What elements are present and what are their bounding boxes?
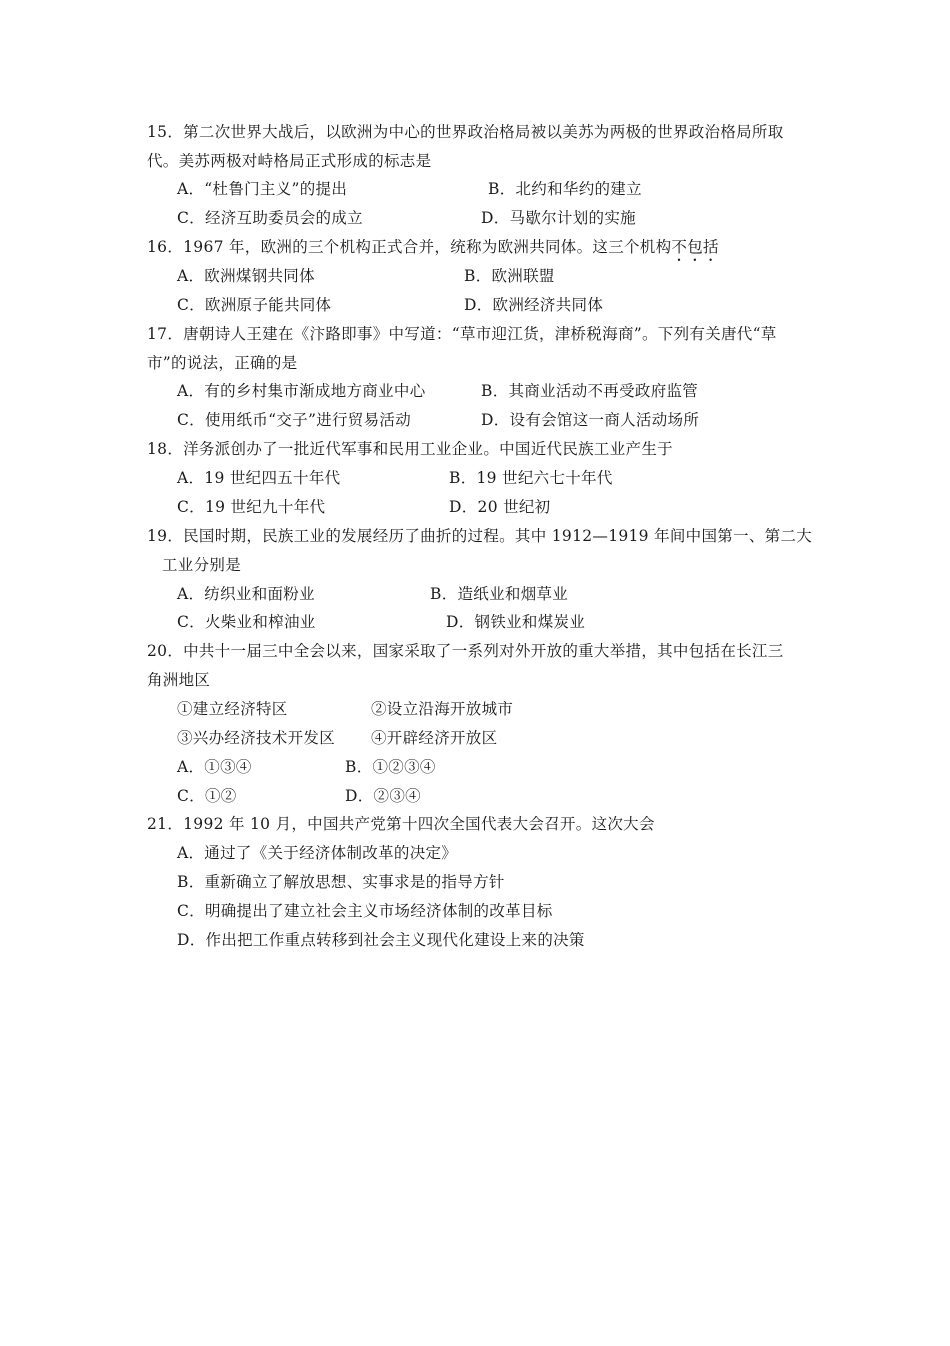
q20-option-c: C．①② xyxy=(177,787,237,805)
q20-stem-line1: 20．中共十一届三中全会以来，国家采取了一系列对外开放的重大举措，其中包括在长江三 xyxy=(147,642,784,660)
q17-option-a: A．有的乡村集市渐成地方商业中心 xyxy=(177,382,426,400)
q18-option-a: A．19 世纪四五十年代 xyxy=(177,469,341,487)
q17-stem-line2: 市”的说法，正确的是 xyxy=(147,354,298,372)
q15-stem-line2: 代。美苏两极对峙格局正式形成的标志是 xyxy=(147,152,432,170)
q17-option-b: B．其商业活动不再受政府监管 xyxy=(481,382,699,400)
q20-option-d: D．②③④ xyxy=(345,787,421,805)
q21-option-a: A．通过了《关于经济体制改革的决定》 xyxy=(177,844,458,862)
q19-option-b: B．造纸业和烟草业 xyxy=(430,585,569,603)
q19-option-c: C．火柴业和榨油业 xyxy=(177,613,316,631)
q20-option-a: A．①③④ xyxy=(177,758,252,776)
q18-option-c: C．19 世纪九十年代 xyxy=(177,498,326,516)
q16-stem-text: 16．1967 年，欧洲的三个机构正式合并，统称为欧洲共同体。这三个机构 xyxy=(147,238,672,256)
q16-stem xyxy=(147,237,719,265)
q21-option-d: D．作出把工作重点转移到社会主义现代化建设上来的决策 xyxy=(177,931,585,949)
q18-option-d: D．20 世纪初 xyxy=(449,498,551,516)
q16-option-b: B．欧洲联盟 xyxy=(464,267,555,285)
q21-option-b: B．重新确立了解放思想、实事求是的指导方针 xyxy=(177,873,505,891)
q19-option-a: A．纺织业和面粉业 xyxy=(177,585,315,603)
q20-item-1: ①建立经济特区 xyxy=(177,700,288,718)
q15-option-c: C．经济互助委员会的成立 xyxy=(177,209,363,227)
q19-stem-line2: 工业分别是 xyxy=(162,556,242,574)
q15-option-d: D．马歇尔计划的实施 xyxy=(481,209,636,227)
q15-stem-line1: 15．第二次世界大战后，以欧洲为中心的世界政治格局被以美苏为两极的世界政治格局所取 xyxy=(147,123,784,141)
q21-option-c: C．明确提出了建立社会主义市场经济体制的改革目标 xyxy=(177,902,553,920)
q20-option-b: B．①②③④ xyxy=(345,758,436,776)
q16-stem-emphasis: 不包括 xyxy=(671,238,719,256)
q16-option-d: D．欧洲经济共同体 xyxy=(464,296,604,314)
q17-option-d: D．设有会馆这一商人活动场所 xyxy=(481,411,700,429)
q15-option-a: A．“杜鲁门主义”的提出 xyxy=(177,180,348,198)
q18-option-b: B．19 世纪六七十年代 xyxy=(449,469,613,487)
q20-item-2: ②设立沿海开放城市 xyxy=(371,700,514,718)
q20-stem-line2: 角洲地区 xyxy=(147,671,211,689)
q15-option-b: B．北约和华约的建立 xyxy=(488,180,642,198)
q16-option-c: C．欧洲原子能共同体 xyxy=(177,296,332,314)
q16-option-a: A．欧洲煤钢共同体 xyxy=(177,267,315,285)
q20-item-3: ③兴办经济技术开发区 xyxy=(177,729,336,747)
q19-option-d: D．钢铁业和煤炭业 xyxy=(446,613,586,631)
q21-stem: 21．1992 年 10 月，中国共产党第十四次全国代表大会召开。这次大会 xyxy=(147,815,655,833)
q17-stem-line1: 17．唐朝诗人王建在《汴路即事》中写道：“草市迎江货，津桥税海商”。下列有关唐代“草 xyxy=(147,325,777,343)
q19-stem-line1: 19．民国时期，民族工业的发展经历了曲折的过程。其中 1912—1919 年间中国第一、第二大 xyxy=(147,527,813,545)
q18-stem: 18．洋务派创办了一批近代军事和民用工业企业。中国近代民族工业产生于 xyxy=(147,440,673,458)
q17-option-c: C．使用纸币“交子”进行贸易活动 xyxy=(177,411,412,429)
q20-item-4: ④开辟经济开放区 xyxy=(371,729,498,747)
